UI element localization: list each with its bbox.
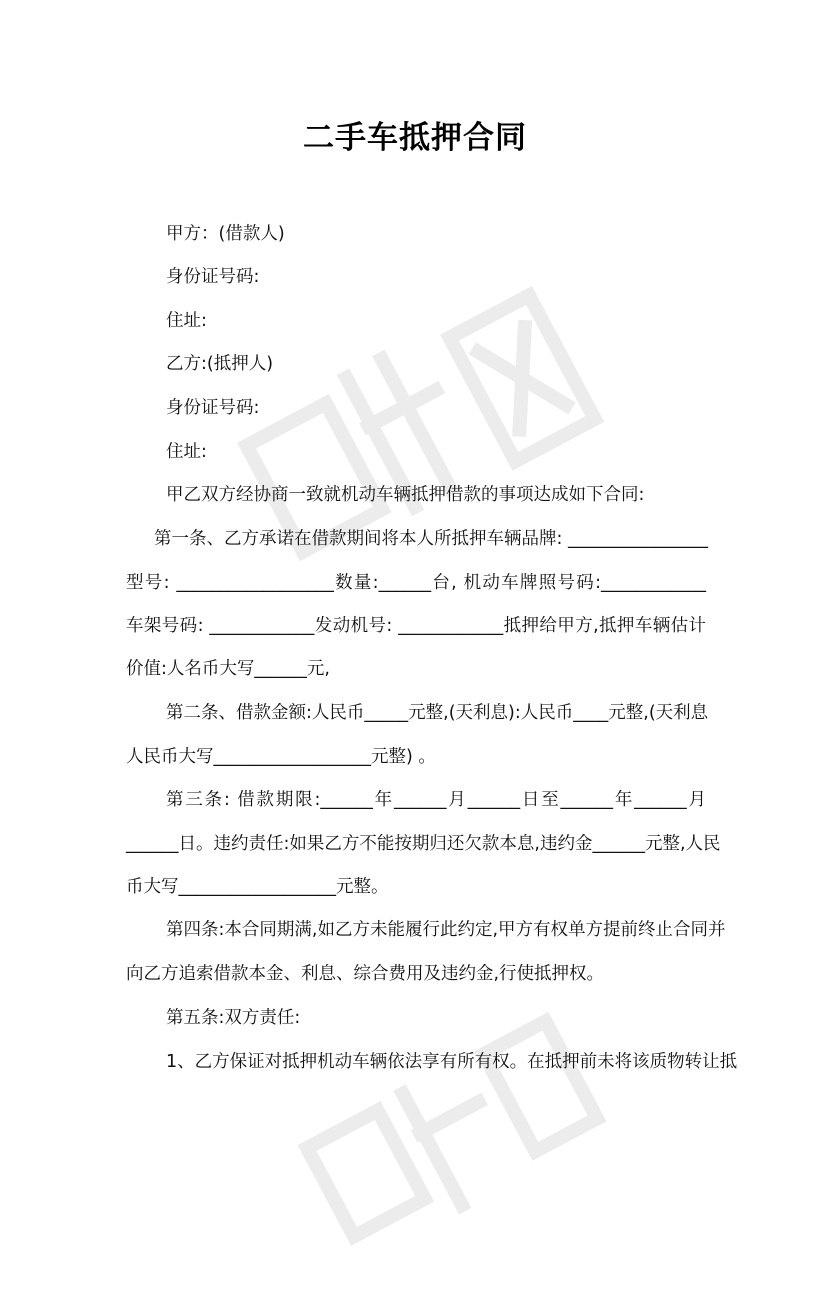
article-1-line-2: 型号: __________________数量:______台, 机动车牌照号码:____________ [126, 573, 706, 593]
article-3-line-3: 币大写__________________元整。 [126, 877, 389, 897]
agreement-intro: 甲乙双方经协商一致就机动车辆抵押借款的事项达成如下合同: [166, 485, 645, 505]
contract-title: 二手车抵押合同 [303, 120, 527, 156]
article-3-line-2: ______日。违约责任:如果乙方不能按期归还欠款本息,违约金______元整,人民 [126, 834, 721, 854]
party-b-address: 住址: [166, 442, 207, 462]
party-a-id-number: 身份证号码: [166, 267, 260, 287]
article-3-line-1: 第三条: 借款期限:______年______月______日至______年______月 [166, 790, 706, 810]
article-2-line-1: 第二条、借款金额:人民币_____元整,(天利息):人民币____元整,(天利息 [166, 703, 709, 723]
article-4-line-2: 向乙方追索借款本金、利息、综合费用及违约金,行使抵押权。 [126, 964, 605, 984]
party-a-label: 甲方：(借款人) [166, 224, 285, 244]
article-1-line-1: 第一条、乙方承诺在借款期间将本人所抵押车辆品牌: ________________ [154, 529, 708, 549]
party-b-id-number: 身份证号码: [166, 398, 260, 418]
watermark-logo-bottom [271, 981, 630, 1298]
party-b-label: 乙方:(抵押人) [166, 354, 274, 374]
article-1-line-3: 车架号码: ____________发动机号: ____________抵押给甲方,抵押车辆估计 [126, 616, 706, 636]
article-4-line-1: 第四条:本合同期满,如乙方未能履行此约定,甲方有权单方提前终止合同并 [166, 920, 726, 940]
article-5-heading: 第五条:双方责任: [166, 1008, 301, 1028]
watermark-logo [201, 233, 660, 667]
party-a-address: 住址: [166, 311, 207, 331]
article-1-line-4: 价值:人名币大写______元, [126, 659, 330, 679]
article-5-item-1: 1、乙方保证对抵押机动车辆依法享有所有权。在抵押前未将该质物转让抵 [166, 1052, 738, 1072]
article-2-line-2: 人民币大写__________________元整) 。 [126, 747, 436, 767]
